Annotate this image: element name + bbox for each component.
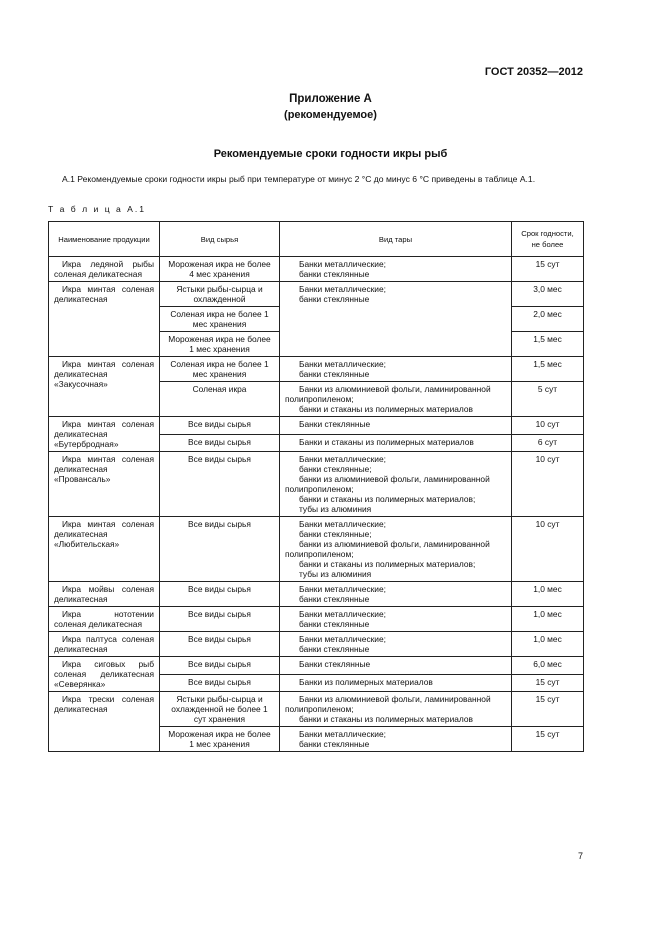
- term-cell: 3,0 мес: [512, 282, 584, 307]
- tare-line: Банки и стаканы из полимерных материалов: [299, 436, 474, 447]
- term-cell: 5 сут: [512, 382, 584, 417]
- tare-cell: [280, 382, 512, 417]
- product-cell: Икра палтуса соленая деликатесная: [49, 632, 160, 657]
- tare-line: банки стеклянные;: [299, 464, 372, 474]
- tare-cell: [280, 657, 512, 675]
- raw-cell: Все виды сырья: [160, 434, 280, 452]
- table-row: [49, 417, 584, 435]
- tare-cell: [280, 517, 512, 582]
- table-row: [49, 357, 584, 382]
- appendix-subtitle: (рекомендуемое): [284, 109, 377, 121]
- tare-line: Банки металлические;: [299, 454, 386, 464]
- intro-paragraph: А.1 Рекомендуемые сроки годности икры рыб при температуре от минус 2 °С до минус 6 °С приведены в таблице А.1.: [62, 174, 536, 184]
- tare-line: банки из алюминиевой фольги, ламинированной полипропиленом;: [285, 539, 490, 559]
- raw-cell: Все виды сырья: [160, 582, 280, 607]
- table-caption: Т а б л и ц а А.1: [48, 204, 147, 214]
- tare-line: банки стеклянные: [299, 369, 370, 379]
- product-cell: Икра минтая соленая деликатесная «Закусочная»: [49, 357, 160, 417]
- header-tare: Вид тары: [280, 222, 512, 257]
- product-cell: Икра ледяной рыбы соленая деликатесная: [49, 257, 160, 282]
- page-number: 7: [577, 851, 583, 861]
- table-row: [49, 452, 584, 517]
- tare-line: Банки металлические;: [299, 634, 386, 644]
- tare-line: Банки металлические;: [299, 259, 386, 269]
- table-row: [49, 692, 584, 727]
- product-cell: Икра минтая соленая деликатесная «Любительская»: [49, 517, 160, 582]
- appendix-title: Приложение А: [289, 93, 372, 105]
- tare-line: Банки стеклянные: [299, 419, 371, 429]
- shelf-life-table: [48, 221, 584, 752]
- tare-cell: [280, 692, 512, 727]
- tare-line: банки стеклянные: [299, 644, 370, 654]
- header-product: Наименование продукции: [49, 222, 160, 257]
- tare-line: банки и стаканы из полимерных материалов;: [299, 559, 476, 569]
- tare-line: банки стеклянные: [299, 594, 370, 604]
- tare-cell: [280, 607, 512, 632]
- tare-line: банки стеклянные: [299, 294, 370, 304]
- raw-cell: Мороженая икра не более 1 мес хранения: [160, 332, 280, 357]
- product-cell: Икра нототении соленая деликатесная: [49, 607, 160, 632]
- table-row: [49, 582, 584, 607]
- tare-line: Банки металлические;: [299, 609, 386, 619]
- tare-cell: [280, 674, 512, 692]
- tare-line: Банки из алюминиевой фольги, ламинированной полипропиленом;: [285, 384, 491, 404]
- tare-line: банки и стаканы из полимерных материалов: [299, 714, 473, 724]
- term-cell: 6,0 мес: [512, 657, 584, 675]
- raw-cell: Мороженая икра не более 1 мес хранения: [160, 727, 280, 752]
- term-cell: 1,0 мес: [512, 582, 584, 607]
- product-cell: Икра трески соленая деликатесная: [49, 692, 160, 752]
- header-raw: Вид сырья: [160, 222, 280, 257]
- header-term: Срок годности, не более: [512, 222, 584, 257]
- term-cell: 15 сут: [512, 692, 584, 727]
- tare-line: Банки стеклянные: [299, 659, 371, 669]
- term-cell: 10 сут: [512, 517, 584, 582]
- tare-line: банки стеклянные: [299, 739, 370, 749]
- tare-line: банки и стаканы из полимерных материалов;: [299, 494, 476, 504]
- table-row: [49, 632, 584, 657]
- raw-cell: Все виды сырья: [160, 632, 280, 657]
- tare-cell: [280, 282, 512, 357]
- tare-line: банки стеклянные;: [299, 529, 372, 539]
- tare-line: банки стеклянные: [299, 269, 370, 279]
- tare-line: тубы из алюминия: [299, 504, 372, 514]
- tare-cell: [280, 417, 512, 435]
- tare-cell: [280, 582, 512, 607]
- table-row: [49, 607, 584, 632]
- tare-line: банки стеклянные: [299, 619, 370, 629]
- tare-cell: [280, 632, 512, 657]
- term-cell: 6 сут: [512, 434, 584, 452]
- section-title: Рекомендуемые сроки годности икры рыб: [213, 148, 448, 160]
- raw-cell: Мороженая икра не более 4 мес хранения: [160, 257, 280, 282]
- term-cell: 15 сут: [512, 674, 584, 692]
- product-cell: Икра сиговых рыб соленая деликатесная «Северянка»: [49, 657, 160, 692]
- term-cell: 2,0 мес: [512, 307, 584, 332]
- tare-line: банки и стаканы из полимерных материалов: [299, 404, 473, 414]
- tare-cell: [280, 434, 512, 452]
- tare-line: Банки из алюминиевой фольги, ламинированной полипропиленом;: [285, 694, 491, 714]
- tare-line: Банки металлические;: [299, 729, 386, 739]
- tare-cell: [280, 257, 512, 282]
- standard-number: ГОСТ 20352—2012: [484, 66, 583, 78]
- tare-line: тубы из алюминия: [299, 569, 372, 579]
- raw-cell: Ястыки рыбы-сырца и охлажденной не более 1 сут хранения: [160, 692, 280, 727]
- tare-line: Банки металлические;: [299, 359, 386, 369]
- raw-cell: Все виды сырья: [160, 417, 280, 435]
- raw-cell: Все виды сырья: [160, 657, 280, 675]
- tare-line: банки из алюминиевой фольги, ламинированной полипропиленом;: [285, 474, 490, 494]
- term-cell: 1,0 мес: [512, 607, 584, 632]
- raw-cell: Соленая икра не более 1 мес хранения: [160, 357, 280, 382]
- term-cell: 1,0 мес: [512, 632, 584, 657]
- tare-cell: [280, 727, 512, 752]
- tare-cell: [280, 452, 512, 517]
- product-cell: Икра минтая соленая деликатесная: [49, 282, 160, 357]
- tare-line: Банки металлические;: [299, 584, 386, 594]
- raw-cell: Все виды сырья: [160, 517, 280, 582]
- table-row: [49, 257, 584, 282]
- term-cell: 1,5 мес: [512, 357, 584, 382]
- raw-cell: Все виды сырья: [160, 452, 280, 517]
- term-cell: 1,5 мес: [512, 332, 584, 357]
- product-cell: Икра минтая соленая деликатесная «Провансаль»: [49, 452, 160, 517]
- table-row: [49, 282, 584, 307]
- product-cell: Икра минтая соленая деликатесная «Бутербродная»: [49, 417, 160, 452]
- tare-line: Банки металлические;: [299, 519, 386, 529]
- raw-cell: Соленая икра не более 1 мес хранения: [160, 307, 280, 332]
- raw-cell: Все виды сырья: [160, 607, 280, 632]
- term-cell: 15 сут: [512, 727, 584, 752]
- product-cell: Икра мойвы соленая деликатесная: [49, 582, 160, 607]
- term-cell: 10 сут: [512, 417, 584, 435]
- table-header-row: [49, 222, 584, 257]
- term-cell: 10 сут: [512, 452, 584, 517]
- table-row: [49, 517, 584, 582]
- raw-cell: Соленая икра: [160, 382, 280, 417]
- raw-cell: Все виды сырья: [160, 674, 280, 692]
- table-row: [49, 657, 584, 675]
- tare-line: Банки металлические;: [299, 284, 386, 294]
- term-cell: 15 сут: [512, 257, 584, 282]
- tare-line: Банки из полимерных материалов: [299, 676, 433, 687]
- tare-cell: [280, 357, 512, 382]
- raw-cell: Ястыки рыбы-сырца и охлажденной: [160, 282, 280, 307]
